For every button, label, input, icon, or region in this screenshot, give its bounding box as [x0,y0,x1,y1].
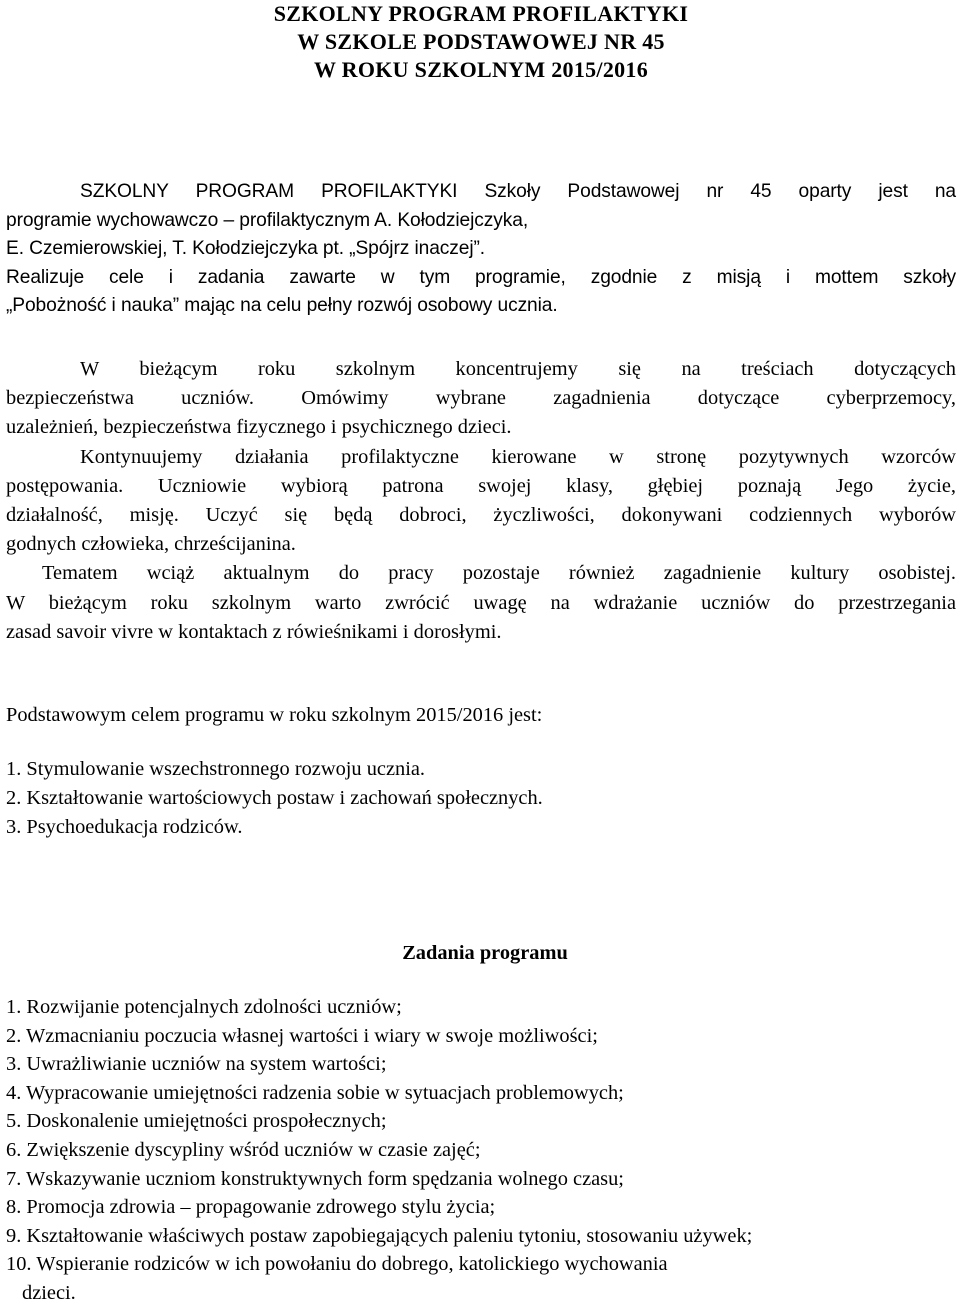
goal-heading: Podstawowym celem programu w roku szkolnym 2015/2016 jest: [6,704,543,726]
document-page [6,0,956,1308]
document-title [6,0,956,84]
task-item-1: 1. Rozwijanie potencjalnych zdolności uczniów; [6,996,402,1018]
task-item-9: 9. Kształtowanie właściwych postaw zapobiegających paleniu tytoniu, stosowaniu używek; [6,1224,753,1247]
body-line-8: Tematem wciąż aktualnym do pracy pozostaje również zagadnienie kultury osobistej. [42,562,956,585]
body-line-3: uzależnień, bezpieczeństwa fizycznego i psychicznego dzieci. [6,416,512,439]
body-line-1: W bieżącym roku szkolnym koncentrujemy się na treściach dotyczących [80,357,956,380]
body-line-4: Kontynuujemy działania profilaktyczne kierowane w stronę pozytywnych wzorców [80,445,956,468]
intro-line-4: Realizuje cele i zadania zawarte w tym programie, zgodnie z misją i mottem szkoły [6,266,956,288]
task-item-2: 2. Wzmacnianiu poczucia własnej wartości i wiary w swoje możliwości; [6,1024,598,1047]
task-item-3: 3. Uwrażliwianie uczniów na system wartości; [6,1053,387,1076]
body-line-6: działalność, misję. Uczyć się będą dobroci, życzliwości, dokonywani codziennych wyborów [6,503,956,526]
body-line-7: godnych człowieka, chrześcijanina. [6,533,296,556]
goal-item-1: 1. Stymulowanie wszechstronnego rozwoju ucznia. [6,758,426,780]
title-line-1: SZKOLNY PROGRAM PROFILAKTYKI [273,1,689,26]
tasks-list [6,993,956,1308]
title-line-3: W ROKU SZKOLNYM 2015/2016 [313,57,649,82]
task-item-6: 6. Zwiększenie dyscypliny wśród uczniów w czasie zajęć; [6,1138,481,1161]
intro-line-2: programie wychowawczo – profilaktycznym A. Kołodziejczyka, [6,209,529,231]
task-item-8: 8. Promocja zdrowia – propagowanie zdrowego stylu życia; [6,1196,496,1219]
body-line-2: bezpieczeństwa uczniów. Omówimy wybrane zagadnienia dotyczące cyberprzemocy, [6,387,956,410]
goal-item-3: 3. Psychoedukacja rodziców. [6,816,243,838]
body-paragraph [6,355,956,647]
intro-paragraph [6,178,956,321]
task-item-10-continuation: dzieci. [22,1281,76,1304]
intro-line-5: „Pobożność i nauka” mając na celu pełny rozwój osobowy ucznia. [6,295,558,317]
task-item-7: 7. Wskazywanie uczniom konstruktywnych form spędzania wolnego czasu; [6,1167,624,1190]
title-line-2: W SZKOLE PODSTAWOWEJ NR 45 [297,29,665,54]
task-item-4: 4. Wypracowanie umiejętności radzenia sobie w sytuacjach problemowych; [6,1081,624,1104]
task-item-5: 5. Doskonalenie umiejętności prospołecznych; [6,1110,387,1133]
body-line-9: W bieżącym roku szkolnym warto zwrócić uwagę na wdrażanie uczniów do przestrzegania [6,591,956,614]
goal-list [6,755,956,842]
body-line-10: zasad savoir vivre w kontaktach z rówieśnikami i dorosłymi. [6,620,502,643]
task-item-10: 10. Wspieranie rodziców w ich powołaniu do dobrego, katolickiego wychowania [6,1253,668,1276]
intro-line-1: SZKOLNY PROGRAM PROFILAKTYKI Szkoły Podstawowej nr 45 oparty jest na [80,181,956,202]
intro-line-3: E. Czemierowskiej, T. Kołodziejczyka pt. „Spójrz inaczej”. [6,238,486,260]
tasks-heading: Zadania programu [402,942,568,964]
body-line-5: postępowania. Uczniowie wybiorą patrona swojej klasy, głębiej poznają Jego życie, [6,474,956,497]
goal-item-2: 2. Kształtowanie wartościowych postaw i zachowań społecznych. [6,787,543,809]
